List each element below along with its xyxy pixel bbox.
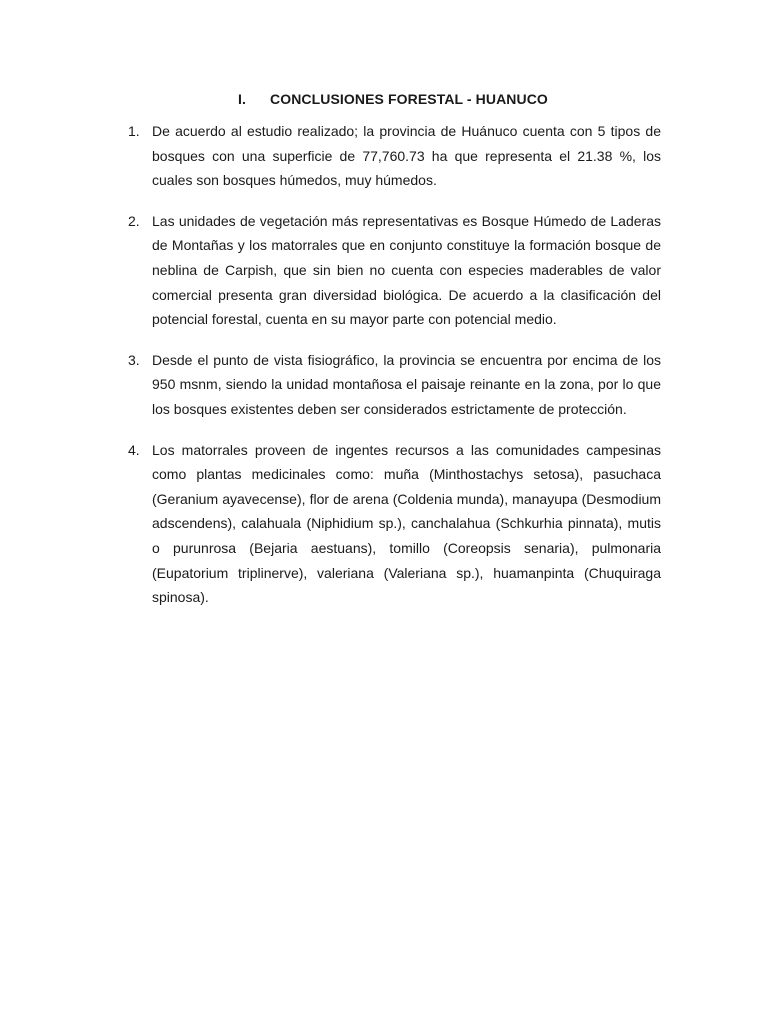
item-text: Las unidades de vegetación más representativas es Bosque Húmedo de Laderas de Montañas y los matorrales que en conjunto constituye la formación bosque de neblina de Carpish, que sin bien no cuenta con especies maderables de valor comercial presenta gran diversidad biológica. De acuerdo a la clasificación del potencial forestal, cuenta en su mayor parte con potencial medio. (152, 212, 661, 328)
item-number: 4. (128, 441, 140, 458)
section-heading (238, 91, 548, 107)
item-number: 2. (128, 212, 140, 229)
item-number: 1. (128, 123, 140, 139)
list-item (128, 209, 661, 332)
list-item (128, 438, 661, 610)
item-text: Desde el punto de vista fisiográfico, la provincia se encuentra por encima de los 950 msnm, siendo la unidad montañosa el paisaje reinante en la zona, por lo que los bosques existentes deben ser considerados estrictamente de protección. (152, 351, 661, 417)
item-text: Los matorrales proveen de ingentes recursos a las comunidades campesinas como plantas medicinales como: muña (Minthostachys setosa), pasuchaca (Geranium ayavecense), flor de arena (Coldenia munda), manayupa (Desmodium adscendens), calahuala (Niphidium sp.), canchalahua (Schkurhia pinnata), mutis o purunrosa (Bejaria aestuans), tomillo (Coreopsis senaria), pulmonaria (Eupatorium triplinerve), valeriana (Valeriana sp.), huamanpinta (Chuquiraga spinosa). (152, 441, 661, 606)
list-item (128, 119, 661, 193)
item-number: 3. (128, 351, 140, 368)
list-item (128, 348, 661, 422)
conclusions-list (128, 119, 661, 626)
item-text: De acuerdo al estudio realizado; la provincia de Huánuco cuenta con 5 tipos de bosques con una superficie de 77,760.73 ha que representa el 21.38 %, los cuales son bosques húmedos, muy húmedos. (152, 123, 661, 189)
section-title: CONCLUSIONES FORESTAL - HUANUCO (270, 91, 548, 107)
section-number: I. (238, 91, 246, 107)
